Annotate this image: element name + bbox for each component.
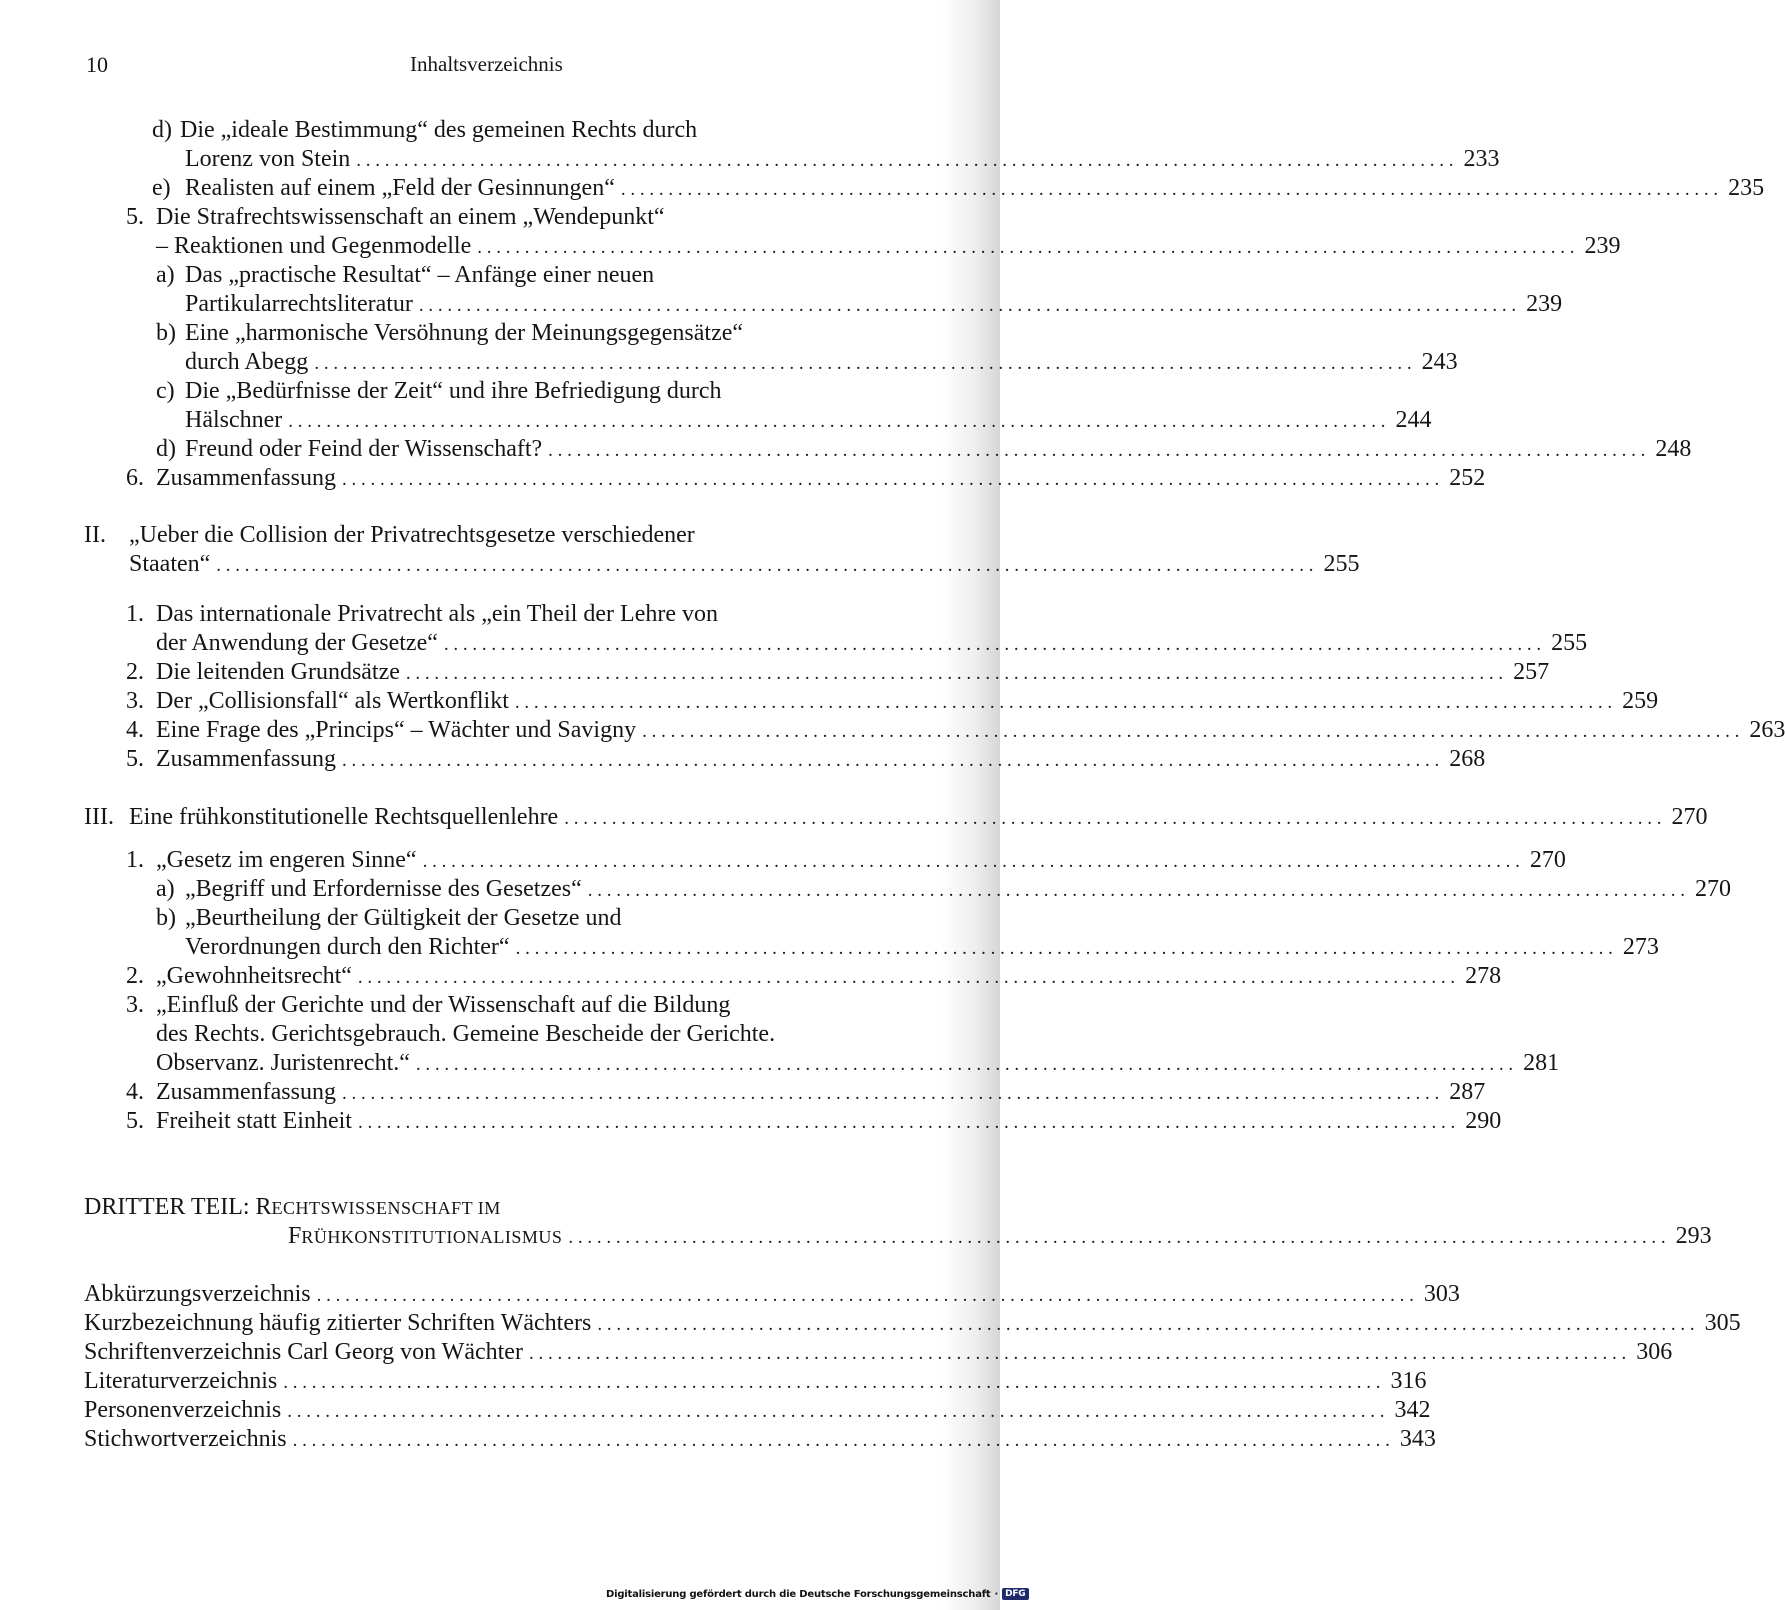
page-ref: 287	[1449, 1079, 1486, 1105]
dfg-logo: DFG	[1002, 1588, 1028, 1600]
toc-entry: b) Eine „harmonische Versöhnung der Meinungsgegensätze“	[156, 320, 744, 346]
page-ref: 273	[1622, 934, 1659, 960]
page-ref: 233	[1463, 146, 1500, 172]
toc-section: III. Eine frühkonstitutionelle Rechtsquellenlehre . . . 270	[84, 803, 912, 832]
page-ref: 268	[1449, 746, 1486, 772]
part-heading: DRITTER TEIL: RECHTSWISSENSCHAFT IM	[84, 1194, 501, 1220]
page-ref: 270	[1529, 847, 1566, 873]
page-ref: 259	[1622, 688, 1659, 714]
toc-entry: 5. Zusammenfassung . . . 268	[126, 745, 912, 774]
toc-section: II. „Ueber die Collision der Privatrechtsgesetze verschiedener	[84, 522, 695, 548]
page-ref: 281	[1523, 1050, 1560, 1076]
toc-entry: Abkürzungsverzeichnis . . . 303	[84, 1280, 912, 1309]
toc-entry: a) „Begriff und Erfordernisse des Gesetzes“ . . . 270	[156, 875, 912, 904]
toc-entry: Kurzbezeichnung häufig zitierter Schriften Wächters . . . 305	[84, 1309, 912, 1338]
toc-entry: Verordnungen durch den Richter“ . . . 273	[185, 933, 912, 962]
toc-entry: 3. Der „Collisionsfall“ als Wertkonflikt . . . 259	[126, 687, 912, 716]
toc-entry: Stichwortverzeichnis . . . 343	[84, 1425, 912, 1454]
toc-entry: 3. „Einfluß der Gerichte und der Wissenschaft auf die Bildung	[126, 992, 731, 1018]
toc-entry: d) Freund oder Feind der Wissenschaft? . . . 248	[156, 435, 912, 464]
page-ref: 343	[1399, 1426, 1436, 1452]
page-number: 10	[86, 52, 108, 77]
toc-entry: 4. Eine Frage des „Princips“ – Wächter und Savigny . . . 263	[126, 716, 912, 745]
page-ref: 252	[1449, 465, 1486, 491]
page-ref: 306	[1636, 1339, 1673, 1365]
toc-entry: Literaturverzeichnis . . . 316	[84, 1367, 912, 1396]
page-ref: 342	[1394, 1397, 1431, 1423]
page-ref: 316	[1390, 1368, 1427, 1394]
page-ref: 244	[1395, 407, 1432, 433]
page-ref: 248	[1655, 436, 1692, 462]
page-ref: 255	[1323, 551, 1360, 577]
digitization-footer: Digitalisierung gefördert durch die Deutsche Forschungsgemeinschaft · DFG	[606, 1588, 1029, 1600]
part-heading: FRÜHKONSTITUTIONALISMUS . . . 293	[288, 1222, 912, 1251]
page-ref: 239	[1526, 291, 1563, 317]
running-header: Inhaltsverzeichnis	[410, 52, 563, 76]
toc-entry: 5. Die Strafrechtswissenschaft an einem „Wendepunkt“	[126, 204, 665, 230]
toc-entry: Lorenz von Stein . . . 233	[185, 145, 912, 174]
toc-entry: Personenverzeichnis . . . 342	[84, 1396, 912, 1425]
toc-entry: a) Das „practische Resultat“ – Anfänge einer neuen	[156, 262, 655, 288]
toc-entry: b) „Beurtheilung der Gültigkeit der Gesetze und	[156, 905, 622, 931]
page-ref: 290	[1465, 1108, 1502, 1134]
page-ref: 270	[1695, 876, 1731, 902]
toc-entry: Hälschner . . . 244	[185, 406, 912, 435]
toc-entry: des Rechts. Gerichtsgebrauch. Gemeine Bescheide der Gerichte.	[156, 1021, 776, 1047]
page-ref: 239	[1584, 233, 1621, 259]
page-ref: 305	[1704, 1310, 1741, 1336]
toc-entry: 2. „Gewohnheitsrecht“ . . . 278	[126, 962, 912, 991]
toc-entry: d) Die „ideale Bestimmung“ des gemeinen Rechts durch	[152, 117, 698, 143]
footer-text: Digitalisierung gefördert durch die Deutsche Forschungsgemeinschaft	[606, 1588, 991, 1600]
toc-entry: der Anwendung der Gesetze“ . . . 255	[156, 629, 912, 658]
page-ref: 263	[1749, 717, 1785, 743]
toc-entry: 4. Zusammenfassung . . . 287	[126, 1078, 912, 1107]
toc-entry: 2. Die leitenden Grundsätze . . . 257	[126, 658, 912, 687]
toc-section: Staaten“ . . . 255	[129, 550, 912, 579]
page-ref: 303	[1423, 1281, 1460, 1307]
page-ref: 243	[1421, 349, 1458, 375]
page-ref: 255	[1551, 630, 1588, 656]
toc-entry: c) Die „Bedürfnisse der Zeit“ und ihre Befriedigung durch	[156, 378, 722, 404]
toc-entry: 1. „Gesetz im engeren Sinne“ . . . 270	[126, 846, 912, 875]
toc-entry: e) Realisten auf einem „Feld der Gesinnungen“ . . . 235	[152, 174, 912, 203]
page-ref: 293	[1675, 1223, 1712, 1249]
page-ref: 270	[1671, 804, 1708, 830]
toc-entry: 5. Freiheit statt Einheit . . . 290	[126, 1107, 912, 1136]
page-ref: 235	[1728, 175, 1765, 201]
toc-entry: Partikularrechtsliteratur . . . 239	[185, 290, 912, 319]
page-ref: 278	[1465, 963, 1502, 989]
toc-entry: Schriftenverzeichnis Carl Georg von Wächter . . . 306	[84, 1338, 912, 1367]
page-ref: 257	[1513, 659, 1550, 685]
toc-entry: Observanz. Juristenrecht.“ . . . 281	[156, 1049, 912, 1078]
toc-entry: 1. Das internationale Privatrecht als „ein Theil der Lehre von	[126, 601, 719, 627]
toc-entry: – Reaktionen und Gegenmodelle . . . 239	[156, 232, 912, 261]
toc-entry: durch Abegg . . . 243	[185, 348, 912, 377]
toc-entry: 6. Zusammenfassung . . . 252	[126, 464, 912, 493]
